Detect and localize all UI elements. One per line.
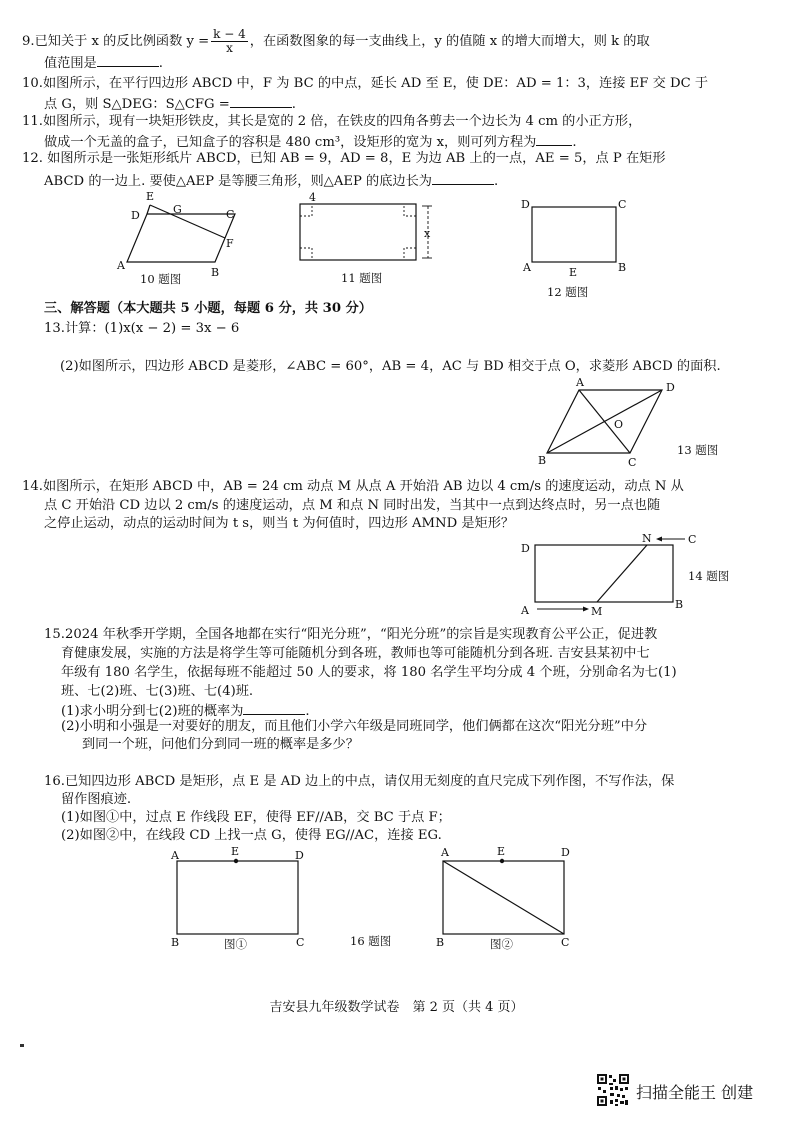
q11-line2: 做成一个无盖的盒子，已知盒子的容积是 480 cm³，设矩形的宽为 x，则可列方程为 . xyxy=(44,131,577,152)
q14-line3: 之停止运动，动点的运动时间为 t s，则当 t 为何值时，四边形 AMND 是矩形？ xyxy=(44,516,515,531)
fig16-2-label-A: A xyxy=(441,846,449,859)
q10-line2: 点 G，则 S△DEG：S△CFG = . xyxy=(44,93,296,114)
q15-line2: 育健康发展，实施的方法是将学生等可能随机分到各班，教师也等可能随机分到各班. 吉安县某初中七 xyxy=(61,646,650,661)
fig11-box-diagram xyxy=(290,190,450,290)
fig12-label-E: E xyxy=(569,266,578,279)
fig14-caption: 14 题图 xyxy=(688,569,730,583)
q9-line1 xyxy=(22,28,650,55)
q16-part1: (1)如图①中，过点 E 作线段 EF，使得 EF//AB，交 BC 于点 F； xyxy=(61,810,451,825)
fig12-caption: 12 题图 xyxy=(547,285,589,299)
q15-part2-line2: 到同一个班，问他们分到同一班的概率是多少？ xyxy=(82,737,359,752)
section-3-heading: 三、解答题（本大题共 5 小题，每题 6 分，共 30 分） xyxy=(44,301,372,316)
q10-ratio-text: 点 G，则 S△DEG：S△CFG = xyxy=(44,97,230,112)
fig10-label-C: C xyxy=(226,208,235,221)
fig10-label-A: A xyxy=(117,259,125,272)
q15-part2-line1: (2)小明和小强是一对要好的朋友，而且他们小学六年级是同班同学，他们俩都在这次“阳光分班”中分 xyxy=(61,719,648,734)
q13-part2: (2)如图所示，四边形 ABCD 是菱形，∠ABC = 60°，AB = 4，AC 与 BD 相交于点 O，求菱形 ABCD 的面积. xyxy=(60,359,721,374)
q15-line3: 年级有 180 名学生，依据每班不能超过 50 人的要求，将 180 名学生平均分成 4 个班，分别命名为七(1) xyxy=(61,665,677,680)
fig14-label-M: M xyxy=(591,605,603,618)
fig10-label-D: D xyxy=(131,209,140,222)
fig13-label-O: O xyxy=(614,418,624,431)
fig11-label-x: x xyxy=(424,227,431,240)
fig13-label-C: C xyxy=(628,456,637,469)
scan-speck xyxy=(20,1044,24,1047)
fig16-1-label-C: C xyxy=(296,936,305,949)
q14-line1: 14.如图所示，在矩形 ABCD 中，AB = 24 cm 动点 M 从点 A 开始沿 AB 边以 4 cm/s 的速度运动，动点 N 从 xyxy=(22,479,684,494)
q9-text-a: 9.已知关于 x 的反比例函数 y = xyxy=(22,34,210,49)
fig12-label-A: A xyxy=(523,261,531,274)
fig16-1-label-E: E xyxy=(231,845,240,858)
fig14-label-B: B xyxy=(675,598,684,611)
q12-line1: 12. 如图所示是一张矩形纸片 ABCD，已知 AB = 9，AD = 8，E 为边 AB 上的一点，AE = 5，点 P 在矩形 xyxy=(22,151,666,166)
q16-line2: 留作图痕迹. xyxy=(61,792,132,807)
q15-part1-blank xyxy=(243,700,305,715)
scanner-brand-watermark: 扫描全能王 创建 xyxy=(636,1083,754,1102)
q9-fraction xyxy=(211,28,248,55)
q15-part1: (1)求小明分到七(2)班的概率为 . xyxy=(61,700,310,721)
fig13-rhombus-diagram xyxy=(535,376,719,469)
fig12-label-D: D xyxy=(521,198,530,211)
q16-part2: (2)如图②中，在线段 CD 上找一点 G，使得 EG//AC，连接 EG. xyxy=(61,828,442,843)
fig16-1-label-A: A xyxy=(171,849,179,862)
fig13-label-D: D xyxy=(666,381,675,394)
fig12-label-C: C xyxy=(618,198,627,211)
fig16-1-label-B: B xyxy=(171,936,180,949)
fig10-parallelogram-diagram xyxy=(100,185,250,285)
page-footer: 吉安县九年级数学试卷 第 2 页（共 4 页） xyxy=(269,1000,524,1015)
fig16-1-caption: 图① xyxy=(224,937,247,951)
q11-line1: 11.如图所示，现有一块矩形铁皮，其长是宽的 2 倍，在铁皮的四角各剪去一个边长为 4 cm 的小正方形， xyxy=(22,114,642,129)
fig12-rectangle-diagram xyxy=(520,195,650,305)
q16-line1: 16.已知四边形 ABCD 是矩形，点 E 是 AD 边上的中点，请仅用无刻度的直尺完成下列作图，不写作法，保 xyxy=(44,774,675,789)
fig11-caption: 11 题图 xyxy=(341,271,383,285)
fig14-label-D: D xyxy=(521,542,530,555)
fig16-1-label-D: D xyxy=(295,849,304,862)
q12-answer-blank xyxy=(432,170,494,185)
q9-text-b: ，在函数图象的每一支曲线上，y 的值随 x 的增大而增大，则 k 的取 xyxy=(249,34,650,49)
q9-answer-blank xyxy=(97,52,159,67)
q9-frac-denominator: x xyxy=(226,41,233,55)
q9-frac-numerator: k − 4 xyxy=(213,27,246,41)
q12-base-text: ABCD 的一边上. 要使△AEP 是等腰三角形，则△AEP 的底边长为 xyxy=(44,174,432,189)
fig14-label-C: C xyxy=(688,533,697,546)
fig16-2-label-E: E xyxy=(497,845,506,858)
q11-equation-text: 做成一个无盖的盒子，已知盒子的容积是 480 cm³，设矩形的宽为 x，则可列方程为 xyxy=(44,135,537,150)
q15-part1-text: (1)求小明分到七(2)班的概率为 xyxy=(61,704,244,719)
fig16-2-caption: 图② xyxy=(490,937,513,951)
q14-line2: 点 C 开始沿 CD 边以 2 cm/s 的速度运动，点 M 和点 N 同时出发，当其中一点到达终点时，另一点也随 xyxy=(44,498,661,513)
fig10-label-E: E xyxy=(146,190,155,203)
fig10-label-G: G xyxy=(173,203,182,216)
q9-line2: 值范围是 . xyxy=(44,52,163,73)
fig13-label-B: B xyxy=(538,454,547,467)
fig14-label-A: A xyxy=(521,604,529,617)
fig10-label-F: F xyxy=(226,237,234,250)
q13-part1: 13.计算：(1)x(x − 2) = 3x − 6 xyxy=(44,321,240,336)
fig10-caption: 10 题图 xyxy=(140,272,182,286)
fig14-rectangle-diagram xyxy=(515,530,745,620)
q10-answer-blank xyxy=(230,93,292,108)
q15-line1: 15.2024 年秋季开学期，全国各地都在实行“阳光分班”，“阳光分班”的宗旨是实现教育公平公正，促进教 xyxy=(44,627,658,642)
fig16-rectangles-diagram xyxy=(160,842,590,954)
fig12-label-B: B xyxy=(618,261,627,274)
fig16-2-label-D: D xyxy=(561,846,570,859)
q10-line1: 10.如图所示，在平行四边形 ABCD 中，F 为 BC 的中点，延长 AD 至 E，使 DE：AD = 1：3，连接 EF 交 DC 于 xyxy=(22,76,709,91)
fig10-label-B: B xyxy=(211,266,220,279)
fig13-label-A: A xyxy=(576,376,584,389)
fig14-label-N: N xyxy=(642,532,652,545)
fig16-2-label-C: C xyxy=(561,936,570,949)
q9-range-text: 值范围是 xyxy=(44,56,97,71)
q11-answer-blank xyxy=(536,131,572,146)
fig16-caption: 16 题图 xyxy=(350,934,392,948)
qr-code-icon xyxy=(596,1073,630,1107)
q15-line4: 班、七(2)班、七(3)班、七(4)班. xyxy=(61,684,254,699)
q12-line2: ABCD 的一边上. 要使△AEP 是等腰三角形，则△AEP 的底边长为 . xyxy=(44,170,498,191)
fig16-2-label-B: B xyxy=(436,936,445,949)
fig11-label-4: 4 xyxy=(309,191,316,204)
fig13-caption: 13 题图 xyxy=(677,443,719,457)
